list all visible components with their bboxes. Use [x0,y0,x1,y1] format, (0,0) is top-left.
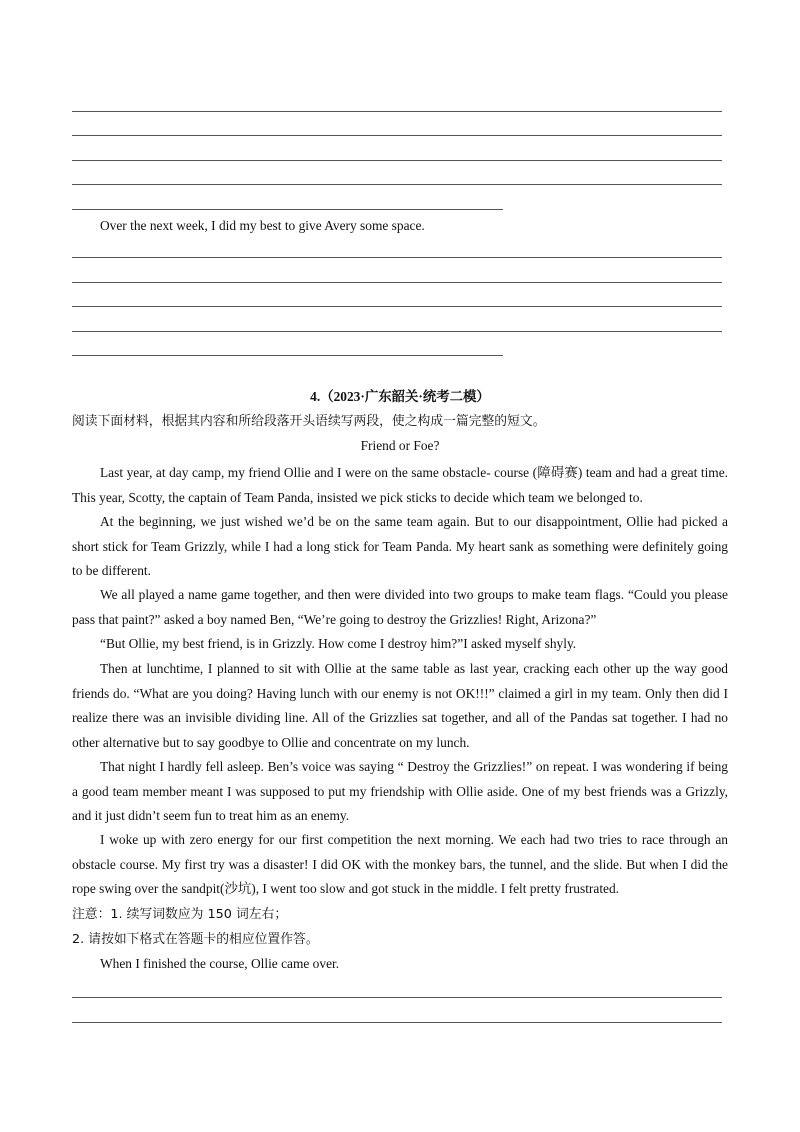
question-instruction: 阅读下面材料，根据其内容和所给段落开头语续写两段，使之构成一篇完整的短文。 [72,414,546,429]
answer-line [72,209,503,210]
question-heading: 4.（2023·广东韶关·统考二模） [310,389,490,404]
answer-line [72,135,722,136]
answer-line [72,331,722,332]
passage-paragraph: Then at lunchtime, I planned to sit with Ollie at the same table as last year, cracking each other up the way good friends do. “What are you doing? Having lunch with our enemy is not OK!!!” claimed a girl in my team. Only then did I realize there was an invisible dividing line. All of the Grizzlies sat together, and all of the Pandas sat together. I had no other alternative but to say goodbye to Ollie and concentrate on my lunch. [72,661,728,750]
answer-line [72,306,722,307]
paragraph-prompt: Over the next week, I did my best to give Avery some space. [100,218,425,233]
passage-paragraph: We all played a name game together, and then were divided into two groups to make team flags. “Could you please pass that paint?” asked a boy named Ben, “We’re going to destroy the Grizzlies! Right, Arizona?” [72,587,728,627]
answer-line [72,160,722,161]
passage-title: Friend or Foe? [360,438,440,453]
passage-paragraph: That night I hardly fell asleep. Ben’s voice was saying “ Destroy the Grizzlies!” on repeat. I was wondering if being a good team member meant I was supposed to put my friendship with Ollie aside. One of my best friends was a Grizzly, and it just didn’t seem fun to treat him as an enemy. [72,759,728,823]
note-format: 2. 请按如下格式在答题卡的相应位置作答。 [72,932,319,947]
answer-line [72,1022,722,1023]
answer-line [72,111,722,112]
passage-paragraph: Last year, at day camp, my friend Ollie and I were on the same obstacle- course (障碍赛) team and had a great time. This year, Scotty, the captain of Team Panda, insisted we pick sticks to decide which team we belonged to. [72,465,728,505]
answer-line [72,997,722,998]
answer-line [72,257,722,258]
answer-line [72,184,722,185]
continuation-prompt: When I finished the course, Ollie came over. [100,956,340,971]
passage-paragraph: I woke up with zero energy for our first competition the next morning. We each had two tries to race through an obstacle course. My first try was a disaster! I did OK with the monkey bars, the tunnel, and the slide. But when I did the rope swing over the sandpit(沙坑), I went too slow and got stuck in the middle. I felt pretty frustrated. [72,832,728,896]
answer-line [72,355,503,356]
note-word-count: 注意：1. 续写词数应为 150 词左右； [72,907,288,922]
passage-paragraph: At the beginning, we just wished we’d be on the same team again. But to our disappointment, Ollie had picked a short stick for Team Grizzly, while I had a long stick for Team Panda. My heart sank as something were definitely going to be different. [72,514,728,578]
answer-line [72,282,722,283]
passage-paragraph: “But Ollie, my best friend, is in Grizzly. How come I destroy him?”I asked myself shyly. [100,636,577,651]
